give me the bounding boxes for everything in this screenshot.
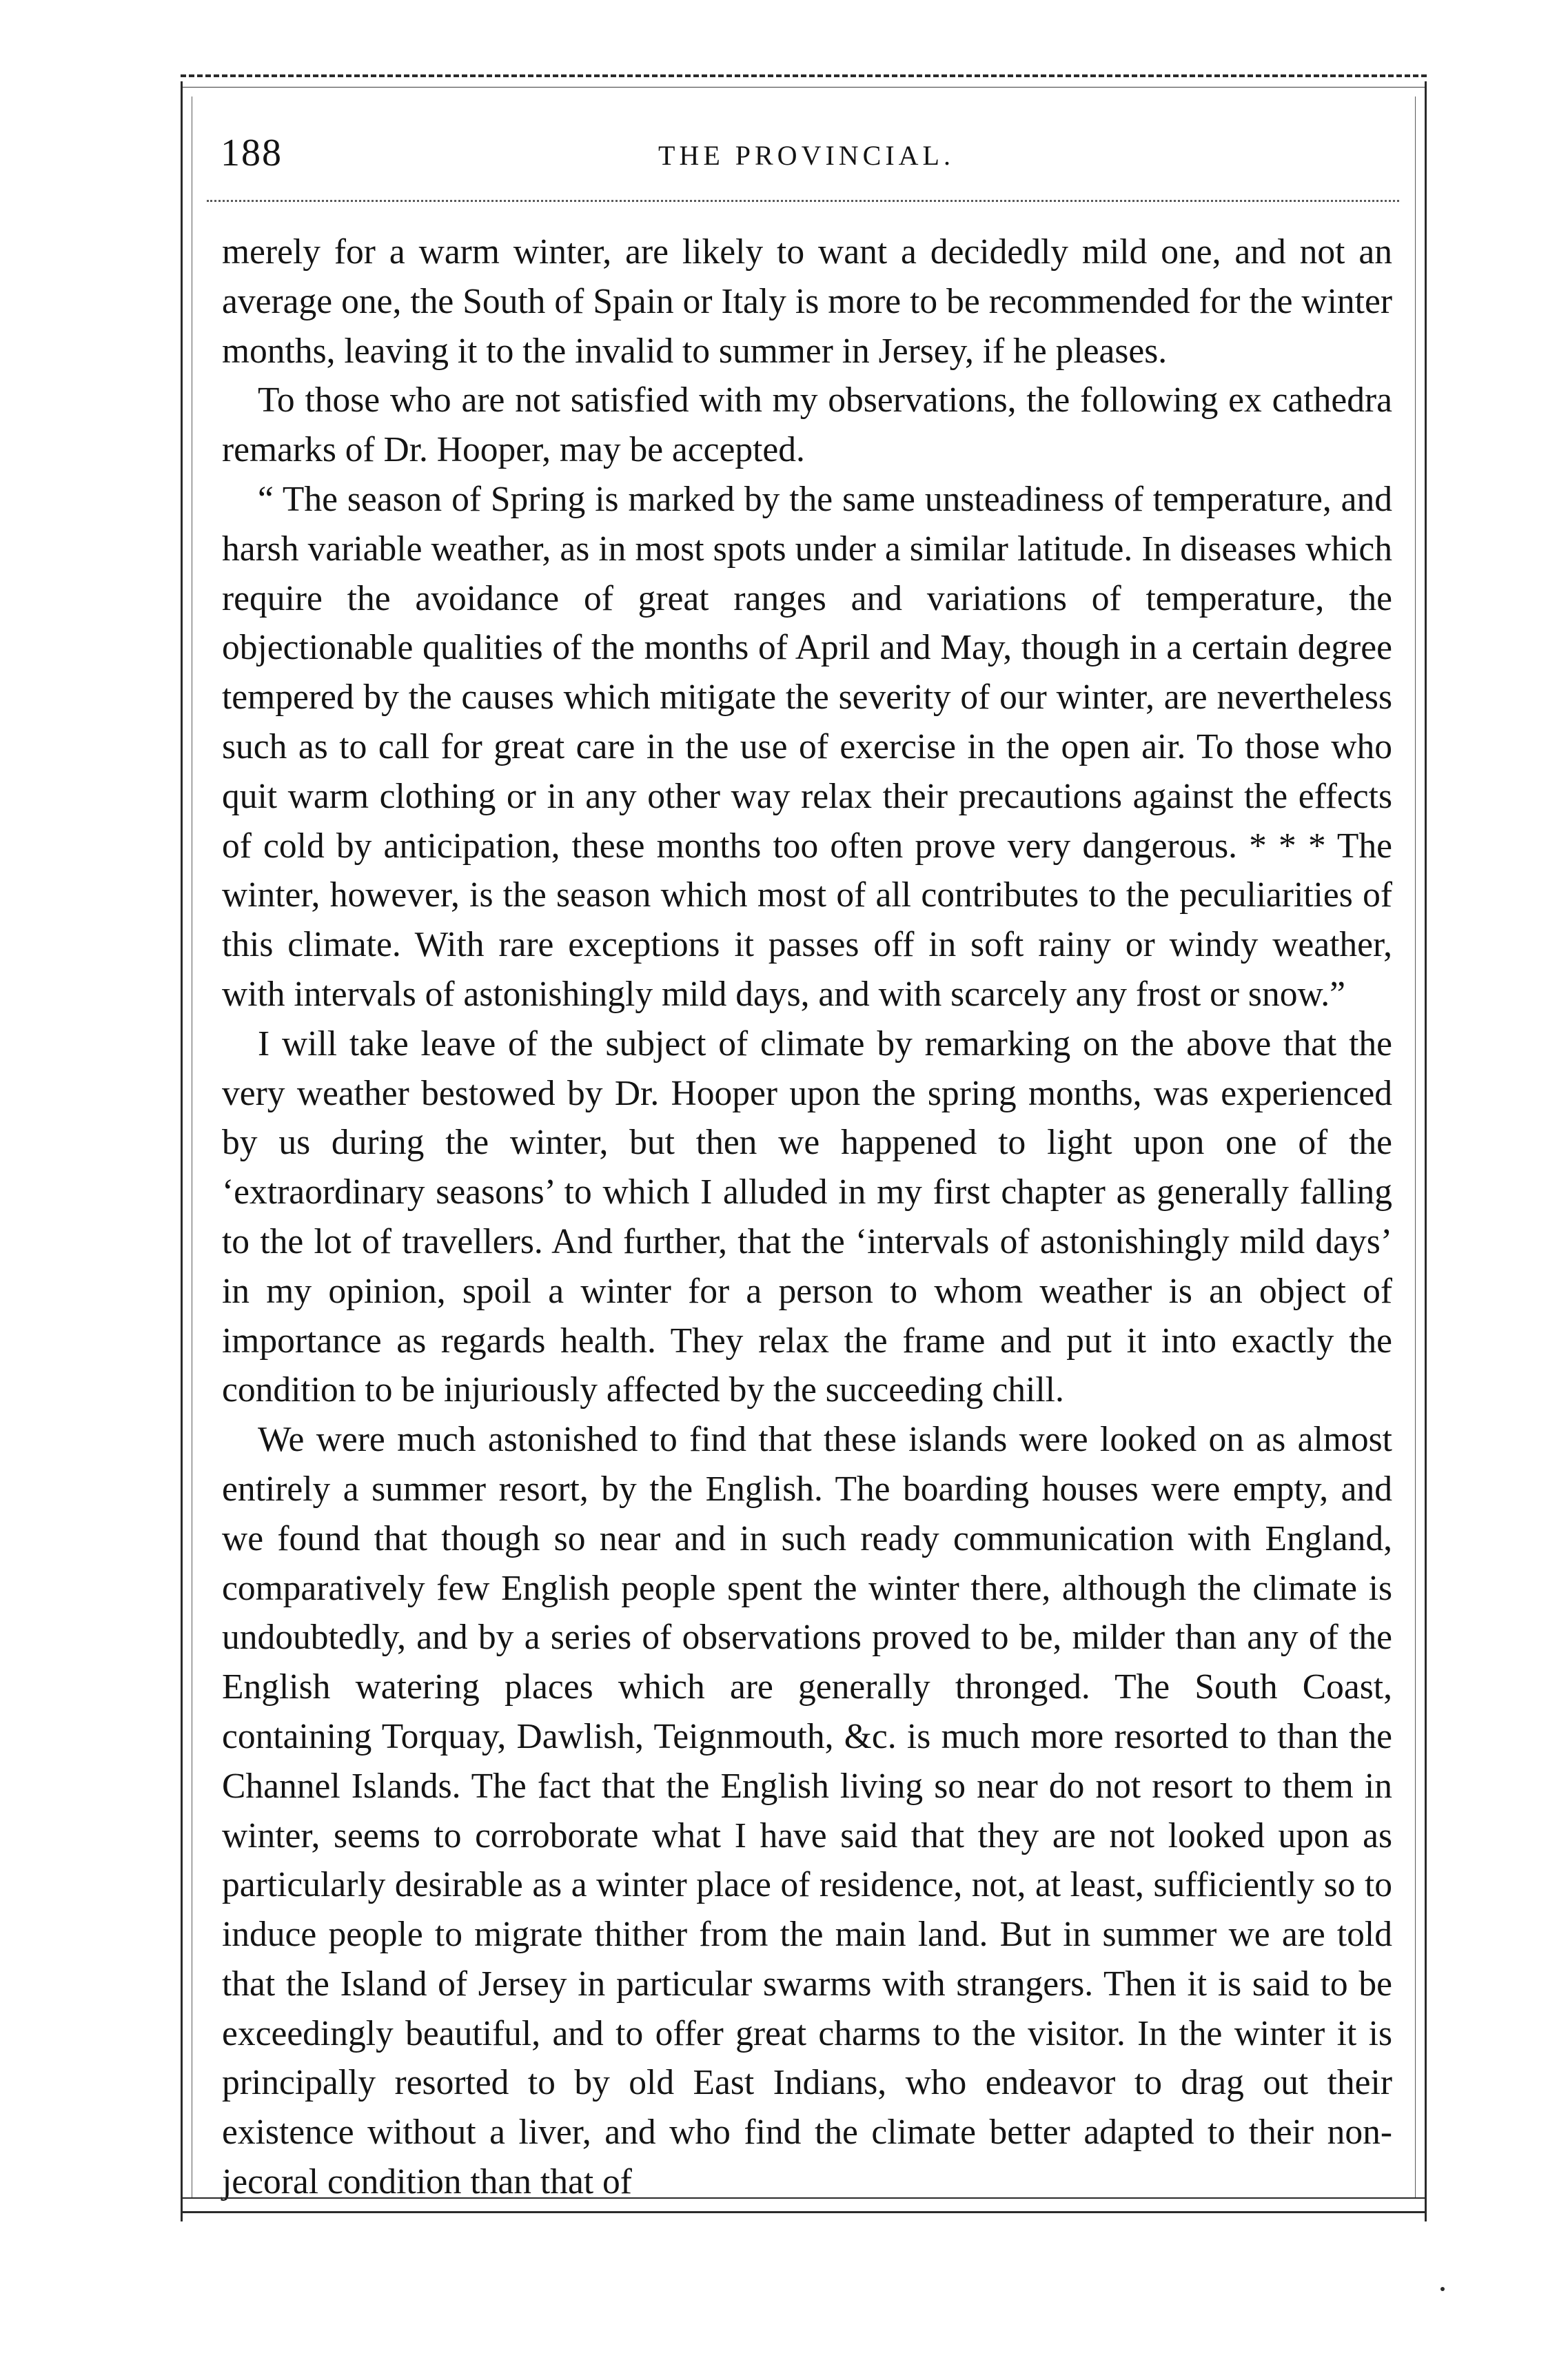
top-border-rule xyxy=(181,74,1427,77)
page-header xyxy=(221,131,1392,186)
paragraph-5: We were much astonished to find that these islands were looked on as almost entirely a summer resort, by the English. The boarding houses were empty, and we found that though so near and in such ready communication with England, comparatively few English people spent the winter there, although the climate is undoubtedly, and by a series of observations proved to be, milder than any of the English watering places which are generally thronged. The South Coast, containing Torquay, Dawlish, Teignmouth, &c. is much more resorted to than the Channel Islands. The fact that the English living so near do not resort to them in winter, seems to corroborate what I have said that they are not looked upon as particularly desirable as a winter place of residence, not, at least, sufficiently so to induce people to migrate thither from the main land. But in summer we are told that the Island of Jersey in particular swarms with strangers. Then it is said to be exceedingly beautiful, and to offer great charms to the visitor. In the winter it is principally resorted to by old East Indians, who endeavor to drag out their existence without a liver, and who find the climate better adapted to their non-jecoral condition than that of xyxy=(222,1420,1392,2202)
body-text xyxy=(222,227,1392,2207)
running-title: THE PROVINCIAL. xyxy=(658,140,955,171)
paragraph-3-quotation: “ The season of Spring is marked by the same unsteadiness of temperature, and harsh variable weather, as in most spots under a similar latitude. In diseases which require the avoidance of great ranges and variations of temperature, the objectionable qualities of the months of April and May, though in a certain degree tempered by the causes which mitigate the severity of our winter, are nevertheless such as to call for great care in the use of exercise in the open air. To those who quit warm clothing or in any other way relax their precautions against the effects of cold by anticipation, these months too often prove very dangerous. * * * The winter, however, is the season which most of all contributes to the peculiarities of this climate. With rare exceptions it passes off in soft rainy or windy weather, with intervals of astonishingly mild days, and with scarcely any frost or snow.” xyxy=(222,479,1392,1014)
ink-speck xyxy=(1440,2287,1445,2291)
paragraph-4: I will take leave of the subject of climate by remarking on the above that the very weather bestowed by Dr. Hooper upon the spring months, was experienced by us during the winter, but then we happened to light upon one of the ‘extraordinary seasons’ to which I alluded in my first chapter as generally falling to the lot of travellers. And further, that the ‘intervals of astonishingly mild days’ in my opinion, spoil a winter for a person to whom weather is an object of importance as regards health. They relax the frame and put it into exactly the condition to be injuriously affected by the succeeding chill. xyxy=(222,1024,1392,1410)
header-rule xyxy=(207,200,1399,202)
bottom-border-rule-thin xyxy=(181,2197,1427,2199)
paragraph-2: To those who are not satisfied with my observations, the following ex cathedra remarks of Dr. Hooper, may be accepted. xyxy=(222,380,1392,470)
page-number: 188 xyxy=(221,132,283,174)
bottom-border-rule xyxy=(181,2211,1427,2213)
paragraph-1: merely for a warm winter, are likely to want a decidedly mild one, and not an average one, the South of Spain or Italy is more to be recommended for the winter months, leaving it to the invalid to summer in Jersey, if he pleases. xyxy=(222,232,1392,371)
